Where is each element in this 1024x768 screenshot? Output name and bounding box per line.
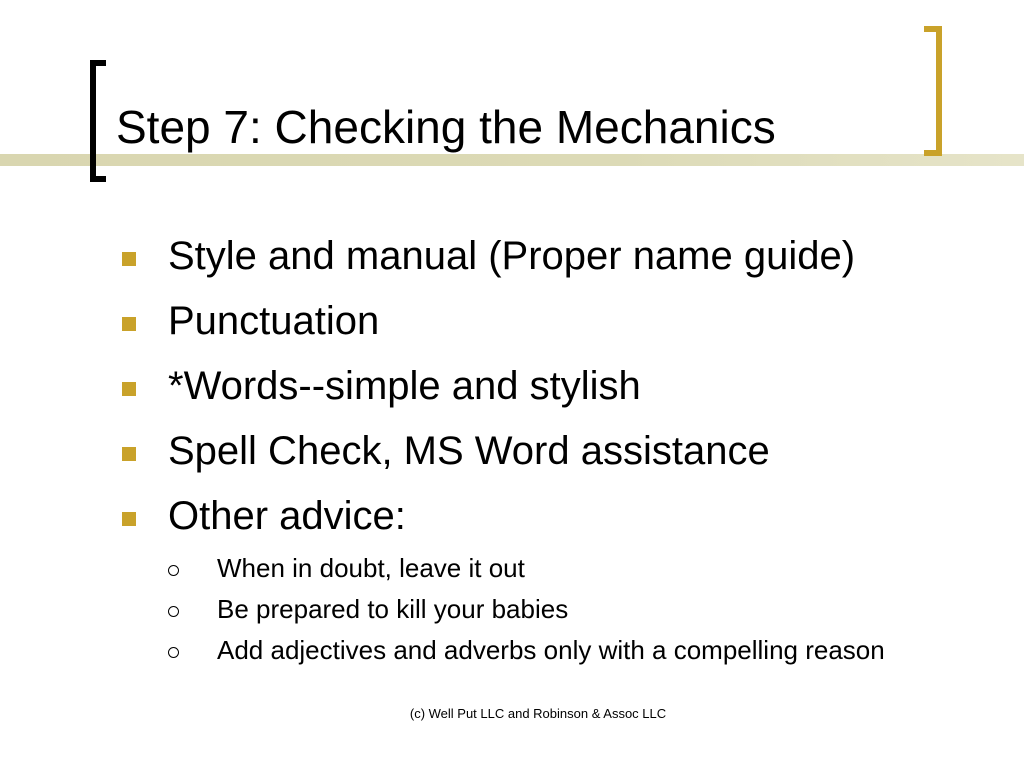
square-bullet-icon [122, 382, 136, 396]
bullet-text: Style and manual (Proper name guide) [168, 234, 856, 278]
square-bullet-icon [122, 252, 136, 266]
square-bullet-icon [122, 512, 136, 526]
bullet-text: Punctuation [168, 299, 380, 343]
bullet-text: Other advice: [168, 494, 406, 538]
square-bullet-icon [122, 317, 136, 331]
left-bracket-decoration [90, 60, 106, 182]
sub-bullet-text: Be prepared to kill your babies [217, 594, 569, 624]
slide-title: Step 7: Checking the Mechanics [116, 101, 776, 153]
square-bullet-icon [122, 447, 136, 461]
circle-bullet-icon [168, 647, 179, 658]
sub-bullet-text: When in doubt, leave it out [217, 553, 525, 583]
circle-bullet-icon [168, 565, 179, 576]
slide-footer: (c) Well Put LLC and Robinson & Assoc LLC [409, 706, 667, 721]
circle-bullet-icon [168, 606, 179, 617]
sub-bullet-text: Add adjectives and adverbs only with a compelling reason [217, 635, 885, 665]
title-accent-band [0, 154, 1024, 166]
bullet-text: *Words--simple and stylish [168, 364, 641, 408]
right-bracket-decoration [924, 26, 942, 156]
bullet-text: Spell Check, MS Word assistance [168, 429, 770, 473]
